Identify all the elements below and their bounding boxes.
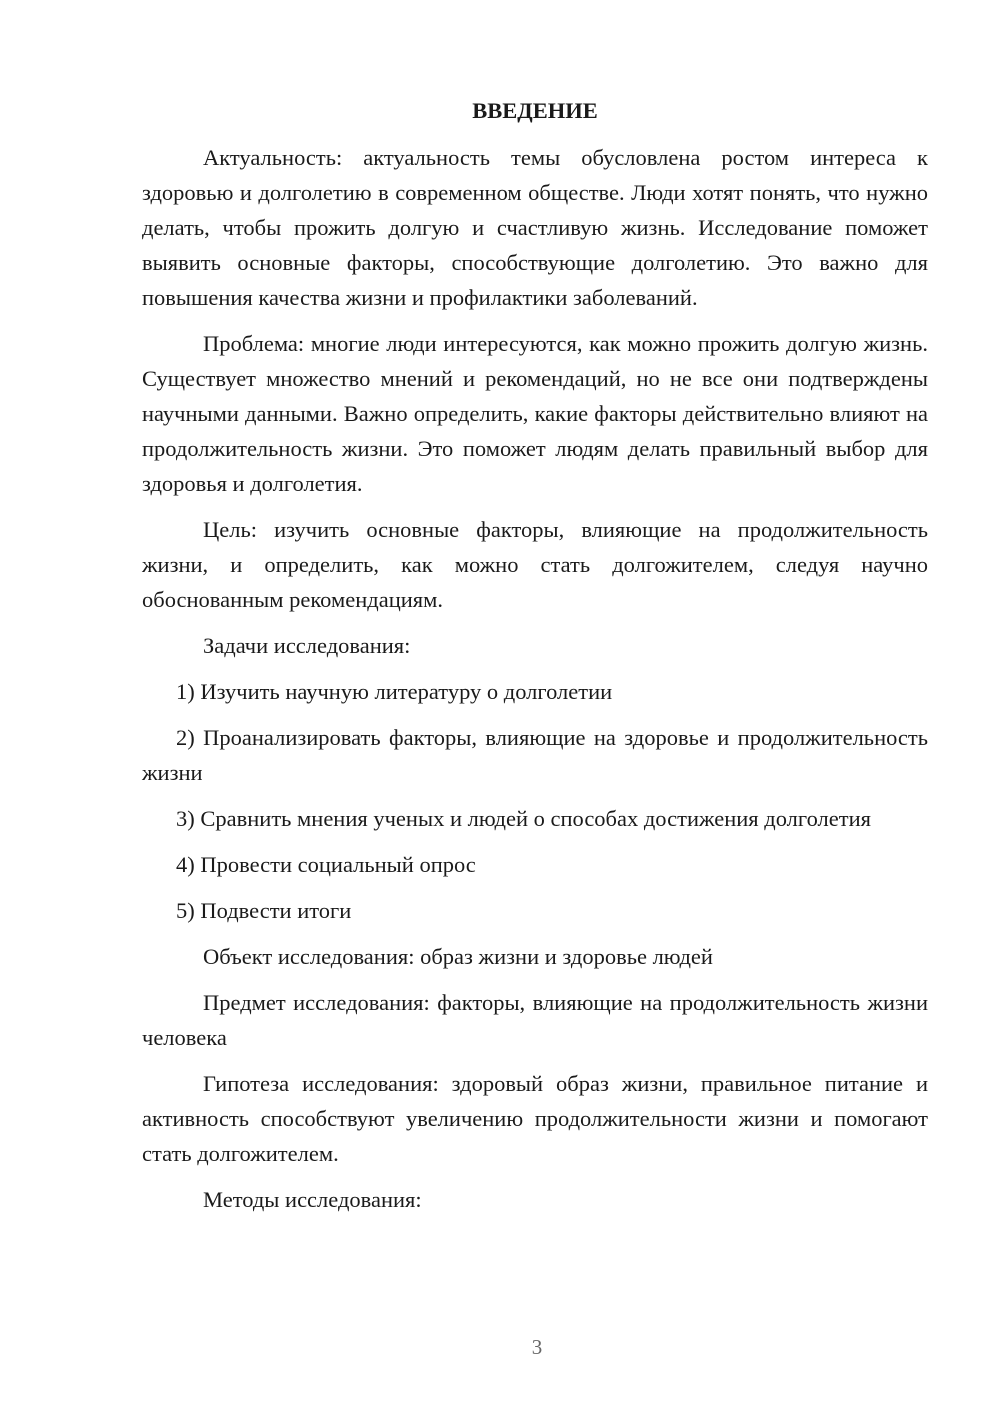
problem-paragraph: Проблема: многие люди интересуются, как можно прожить долгую жизнь. Существует множество мнений и рекомендаций, но не все они подтверждены научными данными. Важно определить, какие факторы действительно влияют на продолжительность жизни. Это поможет людям делать правильный выбор для здоровья и долголетия. bbox=[142, 331, 928, 496]
page-number: 3 bbox=[531, 1335, 543, 1359]
hypothesis-paragraph: Гипотеза исследования: здоровый образ жизни, правильное питание и активность способствуют увеличению продолжительности жизни и помогают стать долгожителем. bbox=[142, 1071, 928, 1166]
tasks-heading: Задачи исследования: bbox=[203, 633, 411, 658]
goal-paragraph: Цель: изучить основные факторы, влияющие на продолжительность жизни, и определить, как можно стать долгожителем, следуя научно обоснованным рекомендациям. bbox=[142, 517, 928, 612]
subject-paragraph: Предмет исследования: факторы, влияющие на продолжительность жизни человека bbox=[142, 990, 928, 1050]
object-paragraph: Объект исследования: образ жизни и здоровье людей bbox=[203, 944, 713, 969]
page-title: ВВЕДЕНИЕ bbox=[472, 98, 598, 123]
methods-heading: Методы исследования: bbox=[203, 1187, 422, 1212]
page-content bbox=[142, 94, 928, 1228]
relevance-paragraph: Актуальность: актуальность темы обусловлена ростом интереса к здоровью и долголетию в современном обществе. Люди хотят понять, что нужно делать, чтобы прожить долгую и счастливую жизнь. Исследование поможет выявить основные факторы, способствующие долголетию. Это важно для повышения качества жизни и профилактики заболеваний. bbox=[142, 145, 928, 310]
task-item: 4) Провести социальный опрос bbox=[176, 852, 476, 877]
task-item: 3) Сравнить мнения ученых и людей о способах достижения долголетия bbox=[176, 806, 871, 831]
task-item: 1) Изучить научную литературу о долголетии bbox=[176, 679, 613, 704]
task-item: 2) Проанализировать факторы, влияющие на здоровье и продолжительность жизни bbox=[142, 725, 928, 785]
task-item: 5) Подвести итоги bbox=[176, 898, 352, 923]
